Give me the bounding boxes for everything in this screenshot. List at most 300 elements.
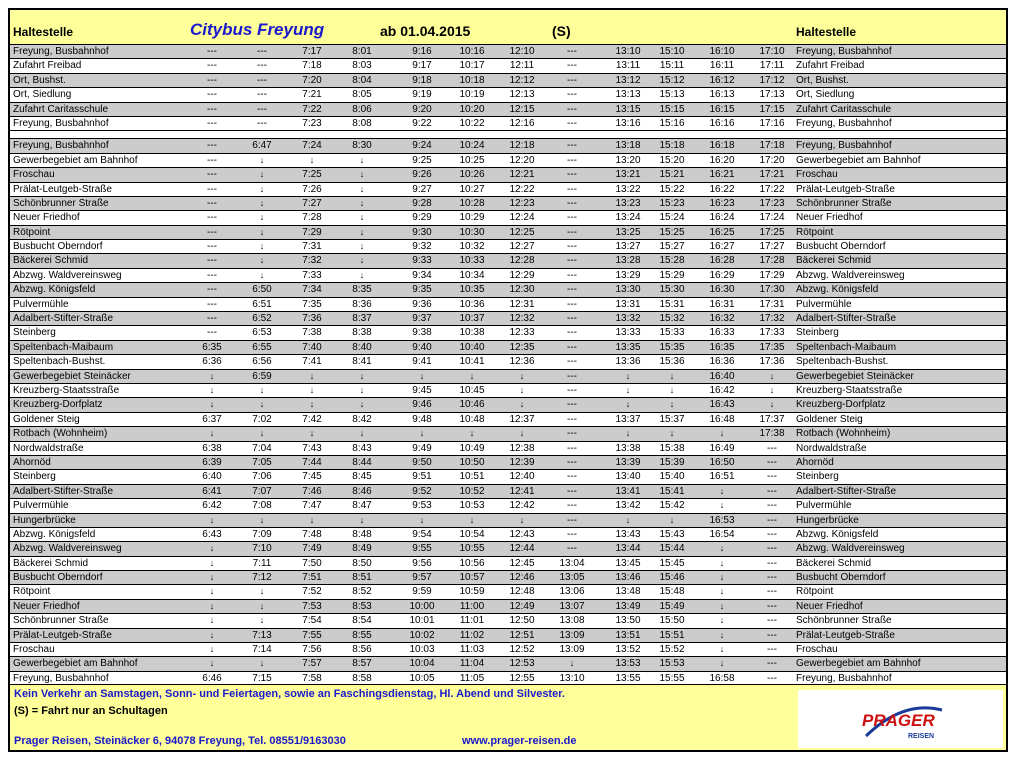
stop-name: Adalbert-Stifter-Straße [13, 313, 114, 325]
departure-time: 7:20 [302, 74, 322, 86]
departure-time: ↓ [209, 514, 215, 525]
departure-time: 13:42 [615, 500, 641, 512]
departure-time: 7:13 [252, 629, 272, 641]
stop-name-right: Nordwaldstraße [796, 442, 867, 454]
departure-time: ↓ [359, 183, 365, 194]
departure-time: 7:47 [302, 500, 322, 512]
stop-name-right: Rötpoint [796, 586, 834, 598]
departure-time: ↓ [625, 384, 631, 395]
departure-time: 12:48 [509, 586, 535, 598]
departure-time: 17:16 [759, 117, 785, 129]
departure-time: 8:49 [352, 543, 372, 555]
departure-time: ↓ [259, 241, 265, 252]
table-row [10, 59, 1006, 73]
departure-time: --- [567, 140, 577, 152]
departure-time: 8:38 [352, 327, 372, 339]
departure-time: 13:09 [559, 629, 585, 641]
timetable-sheet [8, 8, 1008, 752]
departure-time: 16:22 [709, 183, 735, 195]
departure-time: 7:34 [302, 284, 322, 296]
departure-time: ↓ [419, 514, 425, 525]
departure-time: --- [567, 74, 577, 86]
departure-time: --- [767, 615, 777, 627]
departure-time: 8:04 [352, 74, 372, 86]
departure-time: 9:17 [412, 60, 432, 72]
departure-time: --- [567, 528, 577, 540]
table-row [10, 514, 1006, 528]
departure-time: 17:33 [759, 327, 785, 339]
departure-time: --- [767, 672, 777, 684]
departure-time: --- [767, 456, 777, 468]
departure-time: 15:42 [659, 500, 685, 512]
departure-time: 12:12 [509, 74, 535, 86]
stop-name: Rotbach (Wohnheim) [13, 428, 108, 440]
stop-name: Goldener Steig [13, 413, 80, 425]
departure-time: 16:40 [709, 370, 735, 382]
departure-time: 16:27 [709, 241, 735, 253]
departure-time: --- [567, 241, 577, 253]
departure-time: ↓ [259, 514, 265, 525]
table-row [10, 585, 1006, 599]
departure-time: 7:50 [302, 557, 322, 569]
departure-time: ↓ [309, 370, 315, 381]
departure-time: 16:23 [709, 197, 735, 209]
stop-name: Ort, Siedlung [13, 89, 72, 101]
timetable-title: Citybus Freyung [190, 20, 325, 39]
table-row [10, 197, 1006, 211]
departure-time: 9:22 [412, 117, 432, 129]
departure-time: 6:55 [252, 341, 272, 353]
departure-time: --- [767, 658, 777, 670]
school-day-note: (S) = Fahrt nur an Schultagen [14, 705, 168, 717]
departure-time: 13:20 [615, 154, 641, 166]
departure-time: 12:32 [509, 313, 535, 325]
departure-time: 9:52 [412, 485, 432, 497]
departure-time: 8:42 [352, 413, 372, 425]
departure-time: 13:22 [615, 183, 641, 195]
departure-time: ↓ [719, 615, 725, 626]
departure-time: 8:41 [352, 356, 372, 368]
departure-time: ↓ [769, 399, 775, 410]
table-row [10, 629, 1006, 643]
departure-time: 6:39 [202, 456, 222, 468]
prager-logo [858, 696, 948, 742]
departure-time: 16:20 [709, 154, 735, 166]
departure-time: ↓ [259, 399, 265, 410]
departure-time: --- [767, 543, 777, 555]
departure-time: 15:10 [659, 46, 685, 57]
departure-time: 9:55 [412, 543, 432, 555]
stop-name: Freyung, Busbahnhof [13, 117, 109, 129]
departure-time: --- [567, 269, 577, 281]
departure-time: --- [567, 255, 577, 267]
departure-time: 13:36 [615, 356, 641, 368]
departure-time: ↓ [359, 384, 365, 395]
table-row [10, 571, 1006, 585]
stop-name-right: Busbucht Oberndorf [796, 572, 886, 584]
departure-time: 10:57 [459, 572, 485, 584]
departure-time: ↓ [625, 399, 631, 410]
departure-time: --- [567, 471, 577, 483]
departure-time: 9:54 [412, 528, 432, 540]
table-row [10, 557, 1006, 571]
departure-time: 9:49 [412, 442, 432, 454]
departure-time: 8:58 [352, 672, 372, 684]
departure-time: 16:16 [709, 117, 735, 129]
departure-time: 17:35 [759, 341, 785, 353]
departure-time: 10:28 [459, 197, 485, 209]
departure-time: 7:07 [252, 485, 272, 497]
stop-name: Speltenbach-Maibaum [13, 341, 114, 353]
departure-time: 16:49 [709, 442, 735, 454]
departure-time: ↓ [519, 399, 525, 410]
stop-name: Gewerbegebiet am Bahnhof [13, 658, 138, 670]
departure-time: 17:12 [759, 74, 785, 86]
departure-time: 6:35 [202, 341, 222, 353]
departure-time: 13:53 [615, 658, 641, 670]
departure-time: 13:51 [615, 629, 641, 641]
departure-time: 11:05 [459, 672, 485, 684]
departure-time: ↓ [259, 154, 265, 165]
departure-time: --- [567, 226, 577, 238]
departure-time: 10:16 [459, 46, 485, 57]
stop-name-right: Rotbach (Wohnheim) [796, 428, 891, 440]
departure-time: 7:12 [252, 572, 272, 584]
departure-time: 7:04 [252, 442, 272, 454]
departure-time: ↓ [259, 384, 265, 395]
departure-time: 7:18 [302, 60, 322, 72]
departure-time: 15:24 [659, 212, 685, 224]
departure-time: 17:28 [759, 255, 785, 267]
table-row [10, 398, 1006, 412]
departure-time: 16:42 [709, 384, 735, 396]
departure-time: 13:32 [615, 313, 641, 325]
service-note: Kein Verkehr an Samstagen, Sonn- und Feiertagen, sowie an Faschingsdienstag, Hl. Abend und Silvester. [14, 688, 565, 700]
departure-time: 7:41 [302, 356, 322, 368]
stop-name-right: Gewerbegebiet Steinäcker [796, 370, 914, 382]
company-address: Prager Reisen, Steinäcker 6, 94078 Freyung, Tel. 08551/9163030 [14, 735, 346, 747]
stop-name: Gewerbegebiet Steinäcker [13, 370, 131, 382]
departure-time: --- [767, 644, 777, 656]
departure-time: 13:27 [615, 241, 641, 253]
departure-time: --- [767, 528, 777, 540]
departure-time: 9:38 [412, 327, 432, 339]
departure-time: 12:49 [509, 600, 535, 612]
departure-time: ↓ [259, 600, 265, 611]
departure-time: ↓ [769, 384, 775, 395]
departure-time: 7:57 [302, 658, 322, 670]
stop-name: Freyung, Busbahnhof [13, 46, 109, 57]
departure-time: 10:45 [459, 384, 485, 396]
departure-time: 12:41 [509, 485, 535, 497]
departure-time: 10:25 [459, 154, 485, 166]
departure-time: 7:56 [302, 644, 322, 656]
departure-time: 12:46 [509, 572, 535, 584]
departure-time: 8:45 [352, 471, 372, 483]
departure-time: 6:51 [252, 298, 272, 310]
stop-name-right: Schönbrunner Straße [796, 615, 892, 627]
departure-time: 16:58 [709, 672, 735, 684]
departure-time: 17:20 [759, 154, 785, 166]
departure-time: --- [207, 327, 217, 339]
departure-time: 16:32 [709, 313, 735, 325]
departure-time: 10:59 [459, 586, 485, 598]
departure-time: 15:41 [659, 485, 685, 497]
departure-time: ↓ [259, 255, 265, 266]
departure-time: ↓ [259, 269, 265, 280]
stop-name-right: Zufahrt Caritasschule [796, 103, 892, 115]
departure-time: 12:38 [509, 442, 535, 454]
stop-name: Freyung, Busbahnhof [13, 672, 109, 684]
departure-time: 16:11 [709, 60, 735, 72]
departure-time: 9:51 [412, 471, 432, 483]
departure-time: 7:05 [252, 456, 272, 468]
table-row [10, 542, 1006, 556]
departure-time: 12:27 [509, 241, 535, 253]
departure-time: --- [207, 154, 217, 166]
table-row [10, 355, 1006, 369]
timetable-footer [10, 684, 1006, 751]
departure-time: 13:44 [615, 543, 641, 555]
departure-time: --- [207, 313, 217, 325]
departure-time: 10:03 [409, 644, 435, 656]
departure-time: 16:15 [709, 103, 735, 115]
departure-time: 13:33 [615, 327, 641, 339]
company-website[interactable]: www.prager-reisen.de [462, 735, 577, 747]
table-row [10, 413, 1006, 427]
departure-time: 15:31 [659, 298, 685, 310]
table-row [10, 183, 1006, 197]
departure-time: ↓ [259, 197, 265, 208]
departure-time: --- [567, 356, 577, 368]
departure-time: 12:30 [509, 284, 535, 296]
departure-time: 6:56 [252, 356, 272, 368]
departure-time: 13:37 [615, 413, 641, 425]
departure-time: ↓ [209, 370, 215, 381]
departure-time: 11:03 [459, 644, 485, 656]
departure-time: 9:37 [412, 313, 432, 325]
departure-time: 6:59 [252, 370, 272, 382]
departure-time: ↓ [259, 586, 265, 597]
departure-time: ↓ [419, 370, 425, 381]
departure-time: 15:43 [659, 528, 685, 540]
table-row [10, 643, 1006, 657]
departure-time: 13:18 [615, 140, 641, 152]
departure-time: 7:38 [302, 327, 322, 339]
stop-name: Steinberg [13, 327, 56, 339]
departure-time: 16:53 [709, 514, 735, 526]
departure-time: ↓ [719, 557, 725, 568]
departure-time: 9:24 [412, 140, 432, 152]
table-row [10, 226, 1006, 240]
table-row [10, 456, 1006, 470]
departure-time: 10:00 [409, 600, 435, 612]
departure-time: ↓ [209, 543, 215, 554]
departure-time: ↓ [359, 514, 365, 525]
stop-name: Neuer Friedhof [13, 600, 80, 612]
departure-time: --- [567, 103, 577, 115]
stop-name-right: Abzwg. Waldvereinsweg [796, 543, 905, 555]
table-row [10, 45, 1006, 59]
departure-time: 12:25 [509, 226, 535, 238]
departure-time: 10:49 [459, 442, 485, 454]
departure-time: 15:27 [659, 241, 685, 253]
departure-time: --- [207, 284, 217, 296]
stop-name-right: Speltenbach-Maibaum [796, 341, 897, 353]
departure-time: 8:57 [352, 658, 372, 670]
stop-name-right: Pulvermühle [796, 500, 852, 512]
departure-time: 8:40 [352, 341, 372, 353]
departure-time: 7:02 [252, 413, 272, 425]
departure-time: 16:18 [709, 140, 735, 152]
departure-time: 10:50 [459, 456, 485, 468]
stop-name: Prälat-Leutgeb-Straße [13, 183, 112, 195]
departure-time: ↓ [259, 183, 265, 194]
departure-time: ↓ [359, 241, 365, 252]
departure-time: 6:41 [202, 485, 222, 497]
stop-name: Pulvermühle [13, 298, 69, 310]
stop-name-right: Bäckerei Schmid [796, 255, 872, 267]
departure-time: 8:50 [352, 557, 372, 569]
departure-time: ↓ [469, 428, 475, 439]
departure-time: 7:29 [302, 226, 322, 238]
stop-name: Neuer Friedhof [13, 212, 80, 224]
stop-name-right: Goldener Steig [796, 413, 863, 425]
departure-time: 10:19 [459, 89, 485, 101]
departure-time: --- [207, 212, 217, 224]
departure-time: ↓ [625, 514, 631, 525]
table-row [10, 485, 1006, 499]
departure-time: --- [567, 46, 577, 57]
departure-time: --- [207, 298, 217, 310]
departure-time: 15:45 [659, 557, 685, 569]
departure-time: 12:22 [509, 183, 535, 195]
stop-name-right: Prälat-Leutgeb-Straße [796, 629, 895, 641]
departure-time: 10:36 [459, 298, 485, 310]
departure-time: ↓ [209, 557, 215, 568]
stop-name-right: Schönbrunner Straße [796, 197, 892, 209]
departure-time: ↓ [719, 485, 725, 496]
table-row [10, 657, 1006, 671]
departure-time: ↓ [469, 514, 475, 525]
departure-time: --- [567, 500, 577, 512]
departure-time: 12:55 [509, 672, 535, 684]
stop-name-right: Freyung, Busbahnhof [796, 117, 892, 129]
departure-time: 10:22 [459, 117, 485, 129]
table-row [10, 168, 1006, 182]
table-row [10, 528, 1006, 542]
departure-time: 10:52 [459, 485, 485, 497]
departure-time: 12:50 [509, 615, 535, 627]
departure-time: 9:45 [412, 384, 432, 396]
departure-time: ↓ [209, 615, 215, 626]
departure-time: --- [207, 169, 217, 181]
departure-time: 10:56 [459, 557, 485, 569]
departure-time: 8:35 [352, 284, 372, 296]
departure-time: 12:52 [509, 644, 535, 656]
stop-name-right: Kreuzberg-Dorfplatz [796, 399, 886, 411]
departure-time: --- [207, 140, 217, 152]
departure-time: 15:49 [659, 600, 685, 612]
departure-time: ↓ [359, 255, 365, 266]
departure-time: ↓ [359, 212, 365, 223]
departure-time: 7:42 [302, 413, 322, 425]
departure-time: ↓ [359, 226, 365, 237]
departure-time: 8:05 [352, 89, 372, 101]
departure-time: 12:51 [509, 629, 535, 641]
departure-time: 8:54 [352, 615, 372, 627]
departure-time: --- [257, 60, 267, 72]
departure-time: 12:44 [509, 543, 535, 555]
departure-time: 7:40 [302, 341, 322, 353]
departure-time: 13:31 [615, 298, 641, 310]
departure-time: 12:24 [509, 212, 535, 224]
timetable-rows [10, 45, 1006, 686]
departure-time: 17:13 [759, 89, 785, 101]
departure-time: 6:52 [252, 313, 272, 325]
table-row [10, 240, 1006, 254]
departure-time: 7:21 [302, 89, 322, 101]
header-stop-label-right: Haltestelle [796, 25, 857, 39]
departure-time: 15:35 [659, 341, 685, 353]
stop-name-right: Adalbert-Stifter-Straße [796, 485, 897, 497]
table-row [10, 341, 1006, 355]
departure-time: --- [767, 514, 777, 526]
departure-time: 10:38 [459, 327, 485, 339]
departure-time: 7:49 [302, 543, 322, 555]
departure-time: 8:44 [352, 456, 372, 468]
table-row [10, 614, 1006, 628]
departure-time: 13:49 [615, 600, 641, 612]
stop-name: Adalbert-Stifter-Straße [13, 485, 114, 497]
departure-time: --- [567, 313, 577, 325]
departure-time: 15:33 [659, 327, 685, 339]
departure-time: 13:13 [615, 89, 641, 101]
departure-time: 16:48 [709, 413, 735, 425]
stop-name-right: Freyung, Busbahnhof [796, 140, 892, 152]
departure-time: 15:53 [659, 658, 685, 670]
departure-time: 7:48 [302, 528, 322, 540]
departure-time: 9:36 [412, 298, 432, 310]
departure-time: ↓ [719, 428, 725, 439]
header-stop-label-left: Haltestelle [13, 25, 74, 39]
stop-name: Ort, Bushst. [13, 74, 66, 86]
departure-time: 13:21 [615, 169, 641, 181]
departure-time: --- [767, 629, 777, 641]
departure-time: 7:14 [252, 644, 272, 656]
logo-area [798, 690, 1003, 748]
stop-name: Zufahrt Caritasschule [13, 103, 109, 115]
departure-time: 7:51 [302, 572, 322, 584]
departure-time: 13:08 [559, 615, 585, 627]
stop-name-right: Gewerbegebiet am Bahnhof [796, 658, 921, 670]
departure-time: ↓ [209, 644, 215, 655]
departure-time: 10:54 [459, 528, 485, 540]
table-row [10, 312, 1006, 326]
departure-time: 8:56 [352, 644, 372, 656]
departure-time: ↓ [669, 514, 675, 525]
stop-name: Nordwaldstraße [13, 442, 84, 454]
departure-time: ↓ [719, 658, 725, 669]
departure-time: --- [767, 500, 777, 512]
valid-from-date: ab 01.04.2015 [380, 23, 471, 39]
departure-time: ↓ [669, 384, 675, 395]
departure-time: 9:34 [412, 269, 432, 281]
table-row [10, 283, 1006, 297]
stop-name-right: Busbucht Oberndorf [796, 241, 886, 253]
departure-time: 7:06 [252, 471, 272, 483]
table-row [10, 269, 1006, 283]
